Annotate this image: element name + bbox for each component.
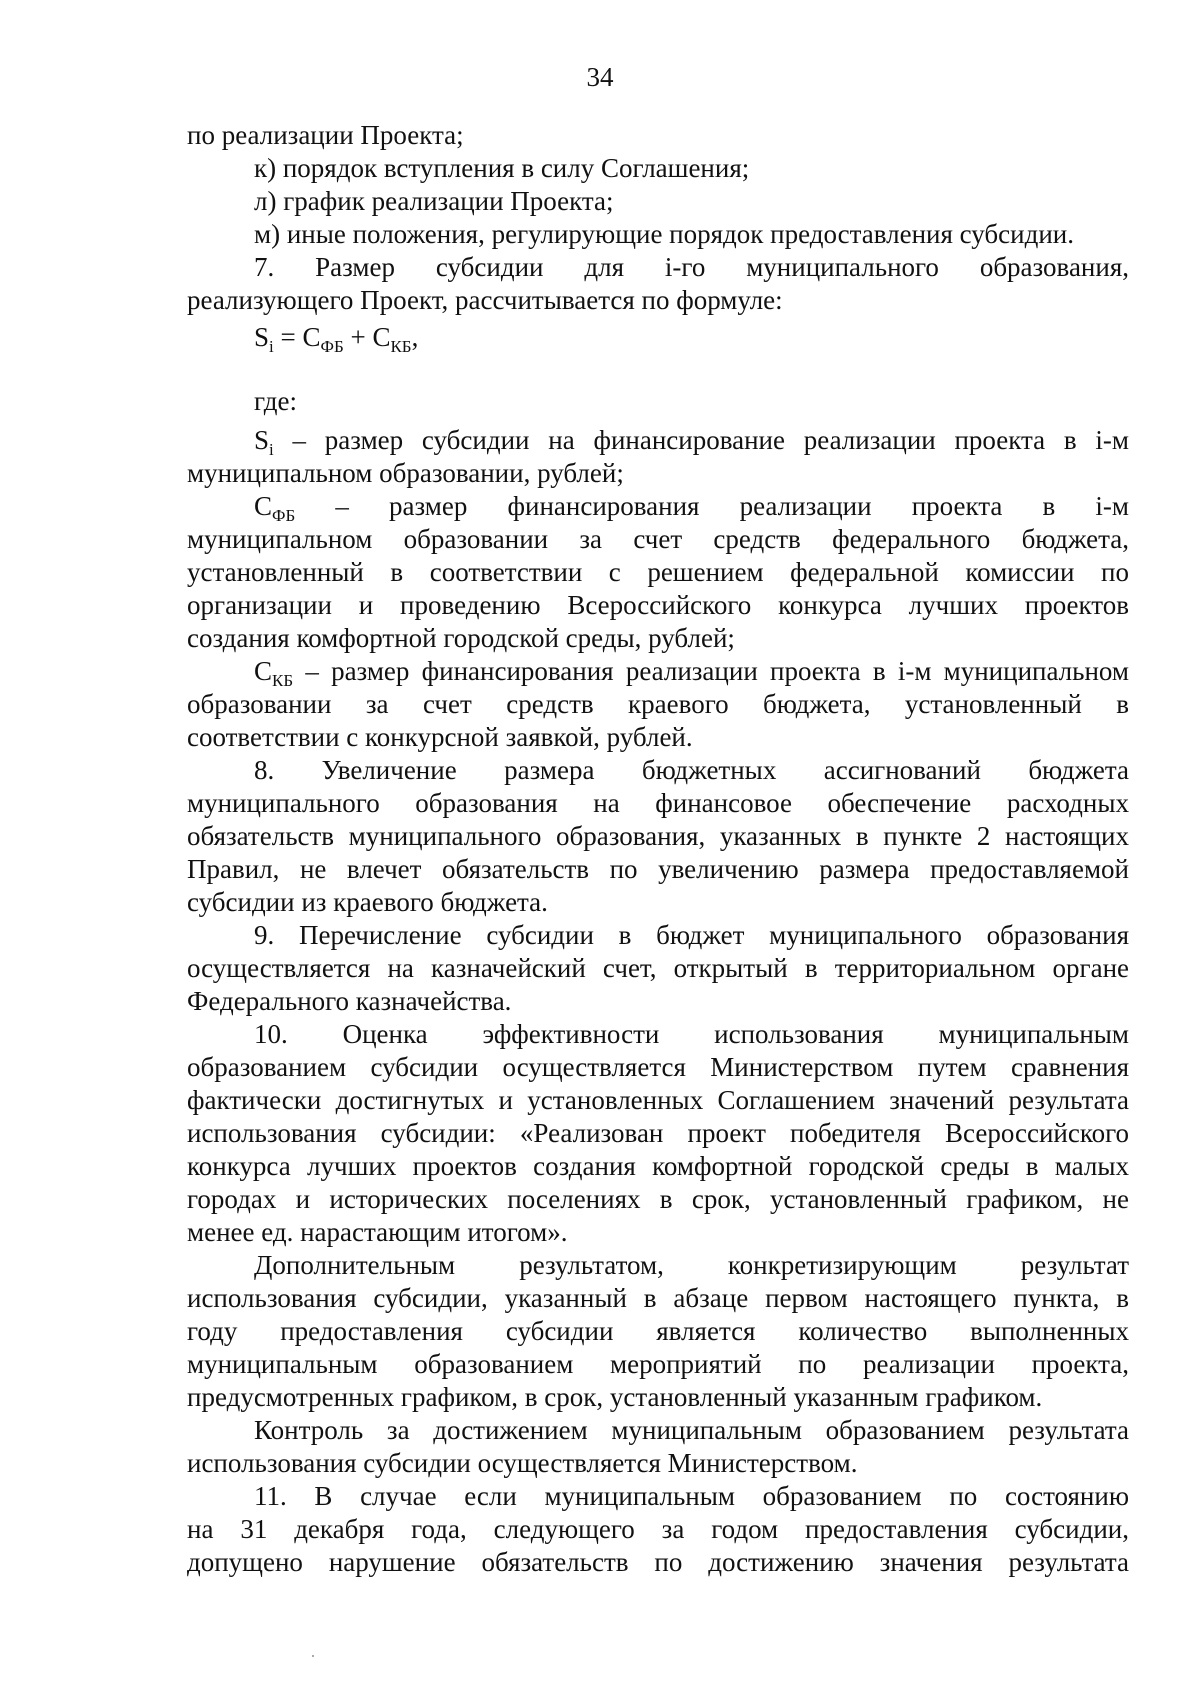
- text-line: муниципальном образовании, рублей;: [187, 458, 624, 488]
- text-line: Правил, не влечет обязательств по увеличению размера предоставляемой: [187, 854, 1129, 884]
- text-line: установленный в соответствии с решением федеральной комиссии по: [187, 557, 1129, 587]
- formula-s-sub: i: [269, 337, 274, 356]
- si-definition-text: – размер субсидии на финансирование реализации проекта в i-м: [273, 425, 1129, 455]
- text-line: л) график реализации Проекта;: [254, 186, 614, 216]
- text-line: Федерального казначейства.: [187, 986, 512, 1016]
- text-line: осуществляется на казначейский счет, открытый в территориальном органе: [187, 953, 1129, 983]
- si-definition-first: [187, 424, 1129, 457]
- text-line: реализующего Проект, рассчитывается по формуле:: [187, 285, 783, 315]
- text-line: Контроль за достижением муниципальным образованием результата: [254, 1415, 1129, 1445]
- text-line: использования субсидии: «Реализован проект победителя Всероссийского: [187, 1118, 1129, 1148]
- text-line: использования субсидии осуществляется Министерством.: [187, 1448, 858, 1478]
- formula-plus: +: [343, 322, 373, 352]
- text-line: году предоставления субсидии является количество выполненных: [187, 1316, 1129, 1346]
- text-line: организации и проведению Всероссийского конкурса лучших проектов: [187, 590, 1129, 620]
- text-line: использования субсидии, указанный в абзаце первом настоящего пункта, в: [187, 1283, 1129, 1313]
- formula-c1: C: [302, 322, 321, 352]
- text-line: образовании за счет средств краевого бюджета, установленный в: [187, 689, 1129, 719]
- text-line: муниципальным образованием мероприятий по реализации проекта,: [187, 1349, 1129, 1379]
- text-line: субсидии из краевого бюджета.: [187, 887, 548, 917]
- paragraph-block-2: [187, 754, 1129, 1579]
- formula-s: S: [254, 322, 270, 352]
- formula: [187, 317, 1129, 357]
- text-line: м) иные положения, регулирующие порядок предоставления субсидии.: [254, 219, 1074, 249]
- text-line: муниципального образования на финансовое обеспечение расходных: [187, 788, 1129, 818]
- ckb-definition-first: [187, 655, 1129, 688]
- si-definition-rest: [187, 457, 1129, 490]
- text-line: 7. Размер субсидии для i-го муниципального образования,: [254, 252, 1129, 282]
- cfb-symbol: C: [254, 491, 273, 521]
- cfb-definition-rest: [187, 523, 1129, 655]
- text-line: менее ед. нарастающим итогом».: [187, 1217, 568, 1247]
- formula-c2-sub: КБ: [390, 337, 412, 356]
- ckb-symbol-sub: КБ: [272, 671, 294, 690]
- text-line: 11. В случае если муниципальным образованием по состоянию: [254, 1481, 1129, 1511]
- ckb-symbol: C: [254, 656, 273, 686]
- cfb-definition-text: – размер финансирования реализации проекта в i-м: [295, 491, 1129, 521]
- text-line: муниципальном образовании за счет средств федерального бюджета,: [187, 524, 1129, 554]
- si-symbol: S: [254, 425, 270, 455]
- text-line: на 31 декабря года, следующего за годом предоставления субсидии,: [187, 1514, 1129, 1544]
- cfb-symbol-sub: ФБ: [272, 506, 296, 525]
- si-symbol-sub: i: [269, 440, 274, 459]
- text-line: к) порядок вступления в силу Соглашения;: [254, 153, 750, 183]
- text-line: допущено нарушение обязательств по достижению значения результата: [187, 1547, 1129, 1577]
- cfb-definition-first: [187, 490, 1129, 523]
- text-line: предусмотренных графиком, в срок, установленный указанным графиком.: [187, 1382, 1043, 1412]
- ckb-definition-text: – размер финансирования реализации проекта в i-м муниципальном: [293, 656, 1129, 686]
- ckb-definition-rest: [187, 688, 1129, 754]
- paragraph-block-1: [187, 119, 1129, 317]
- formula-tail: ,: [411, 322, 419, 352]
- page-number: 34: [586, 62, 614, 92]
- text-line: Дополнительным результатом, конкретизирующим результат: [254, 1250, 1129, 1280]
- text-line: 10. Оценка эффективности использования муниципальным: [254, 1019, 1129, 1049]
- text-line: конкурса лучших проектов создания комфортной городской среды в малых: [187, 1151, 1129, 1181]
- formula-eq: =: [273, 322, 303, 352]
- text-line: соответствии с конкурсной заявкой, рублей.: [187, 722, 693, 752]
- scan-speck: [312, 1655, 314, 1657]
- text-line: обязательств муниципального образования, указанных в пункте 2 настоящих: [187, 821, 1129, 851]
- text-line: 9. Перечисление субсидии в бюджет муниципального образования: [254, 920, 1129, 950]
- text-line: городах и исторических поселениях в срок, установленный графиком, не: [187, 1184, 1129, 1214]
- where-label: где:: [254, 386, 297, 416]
- formula-c1-sub: ФБ: [320, 337, 344, 356]
- document-body: [187, 119, 1129, 1579]
- text-line: образованием субсидии осуществляется Министерством путем сравнения: [187, 1052, 1129, 1082]
- formula-c2: C: [372, 322, 391, 352]
- text-line: фактически достигнутых и установленных Соглашением значений результата: [187, 1085, 1129, 1115]
- text-line: создания комфортной городской среды, рублей;: [187, 623, 735, 653]
- text-line: 8. Увеличение размера бюджетных ассигнований бюджета: [254, 755, 1129, 785]
- text-line: по реализации Проекта;: [187, 120, 464, 150]
